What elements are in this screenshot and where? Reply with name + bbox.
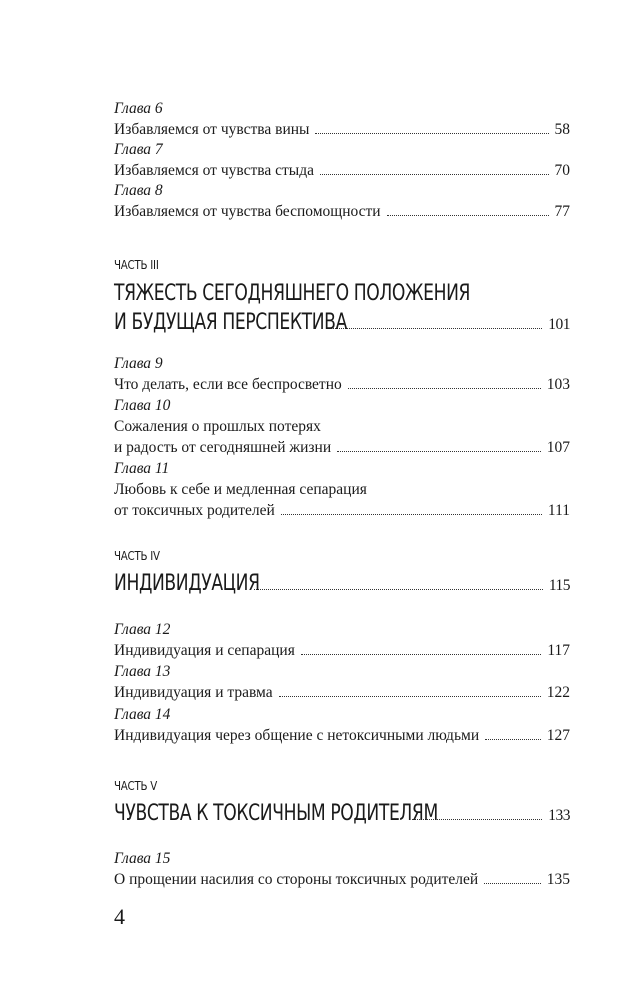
page-ref: 101 <box>548 316 570 333</box>
toc-entry-chapter-9 <box>114 354 570 395</box>
dot-leader <box>484 883 541 884</box>
toc-entry-chapter-10 <box>114 396 570 458</box>
page-ref: 70 <box>554 162 570 179</box>
page-ref: 115 <box>548 577 570 594</box>
chapter-title: Что делать, если все беспросветно <box>114 376 342 393</box>
chapter-title: Избавляемся от чувства стыда <box>114 162 314 179</box>
toc-line <box>114 869 570 890</box>
toc-entry-chapter-7 <box>114 140 570 181</box>
page-ref: 127 <box>546 727 570 744</box>
part-label: ЧАСТЬ IV <box>114 548 160 563</box>
toc-entry-chapter-14 <box>114 705 570 746</box>
chapter-title: Избавляемся от чувства вины <box>114 121 310 138</box>
toc-entry-chapter-13 <box>114 662 570 703</box>
page-number: 4 <box>114 904 125 929</box>
toc-line <box>114 437 570 458</box>
part-5-heading <box>114 778 570 830</box>
page-ref: 117 <box>547 642 570 659</box>
chapter-label: Глава 15 <box>114 850 171 867</box>
dot-leader <box>485 739 541 740</box>
chapter-title-line-1: Сожаления о прошлых потерях <box>114 418 321 435</box>
chapter-label: Глава 8 <box>114 182 163 199</box>
part-label: ЧАСТЬ V <box>114 778 158 793</box>
chapter-label: Глава 14 <box>114 706 171 723</box>
chapter-title: О прощении насилия со стороны токсичных родителей <box>114 871 479 888</box>
chapter-title: Индивидуация и травма <box>114 684 273 701</box>
table-of-contents <box>114 0 570 1000</box>
chapter-title-line-1: Любовь к себе и медленная сепарация <box>114 481 367 498</box>
chapter-label: Глава 13 <box>114 663 171 680</box>
dot-leader <box>348 388 541 389</box>
toc-line <box>114 374 570 395</box>
chapter-label: Глава 10 <box>114 397 171 414</box>
toc-entry-chapter-15 <box>114 849 570 890</box>
dot-leader <box>328 328 542 329</box>
toc-line <box>114 160 570 181</box>
part-4-heading <box>114 548 570 600</box>
toc-line <box>114 682 570 703</box>
toc-entry-chapter-11 <box>114 459 570 521</box>
page-ref: 111 <box>547 502 570 519</box>
part-title-line-1: ТЯЖЕСТЬ СЕГОДНЯШНЕГО ПОЛОЖЕНИЯ <box>114 281 471 306</box>
chapter-label: Глава 6 <box>114 100 163 117</box>
chapter-label: Глава 7 <box>114 141 163 158</box>
chapter-label: Глава 11 <box>114 460 170 477</box>
toc-line <box>114 500 570 521</box>
chapter-title: Избавляемся от чувства беспомощности <box>114 203 381 220</box>
part-title-line-2: И БУДУЩАЯ ПЕРСПЕКТИВА 101 <box>114 308 570 339</box>
dot-leader <box>387 215 549 216</box>
part-title: ИНДИВИДУАЦИЯ 115 <box>114 569 570 600</box>
dot-leader <box>279 696 541 697</box>
toc-line <box>114 640 570 661</box>
chapter-label: Глава 9 <box>114 355 163 372</box>
chapter-title-line-2: и радость от сегодняшней жизни <box>114 439 332 456</box>
dot-leader <box>320 174 549 175</box>
page-ref: 122 <box>546 684 570 701</box>
page-ref: 107 <box>546 439 570 456</box>
page-ref: 103 <box>546 376 570 393</box>
page-ref: 58 <box>554 121 570 138</box>
chapter-title: Индивидуация и сепарация <box>114 642 295 659</box>
toc-line <box>114 201 570 222</box>
page-ref: 77 <box>554 203 570 220</box>
part-title: ЧУВСТВА К ТОКСИЧНЫМ РОДИТЕЛЯМ 133 <box>114 799 570 830</box>
dot-leader <box>254 589 543 590</box>
part-label: ЧАСТЬ III <box>114 257 159 272</box>
toc-entry-chapter-8 <box>114 181 570 222</box>
page-ref: 135 <box>546 871 570 888</box>
page-ref: 133 <box>548 807 570 824</box>
dot-leader <box>315 133 548 134</box>
dot-leader <box>337 451 541 452</box>
toc-entry-chapter-6 <box>114 99 570 140</box>
chapter-label: Глава 12 <box>114 621 171 638</box>
chapter-title-line-2: от токсичных родителей <box>114 502 275 519</box>
chapter-title: Индивидуация через общение с нетоксичными людьми <box>114 727 480 744</box>
toc-entry-chapter-12 <box>114 620 570 661</box>
toc-line <box>114 119 570 140</box>
dot-leader <box>281 514 542 515</box>
dot-leader <box>301 654 541 655</box>
part-3-heading <box>114 257 570 339</box>
toc-line <box>114 725 570 746</box>
